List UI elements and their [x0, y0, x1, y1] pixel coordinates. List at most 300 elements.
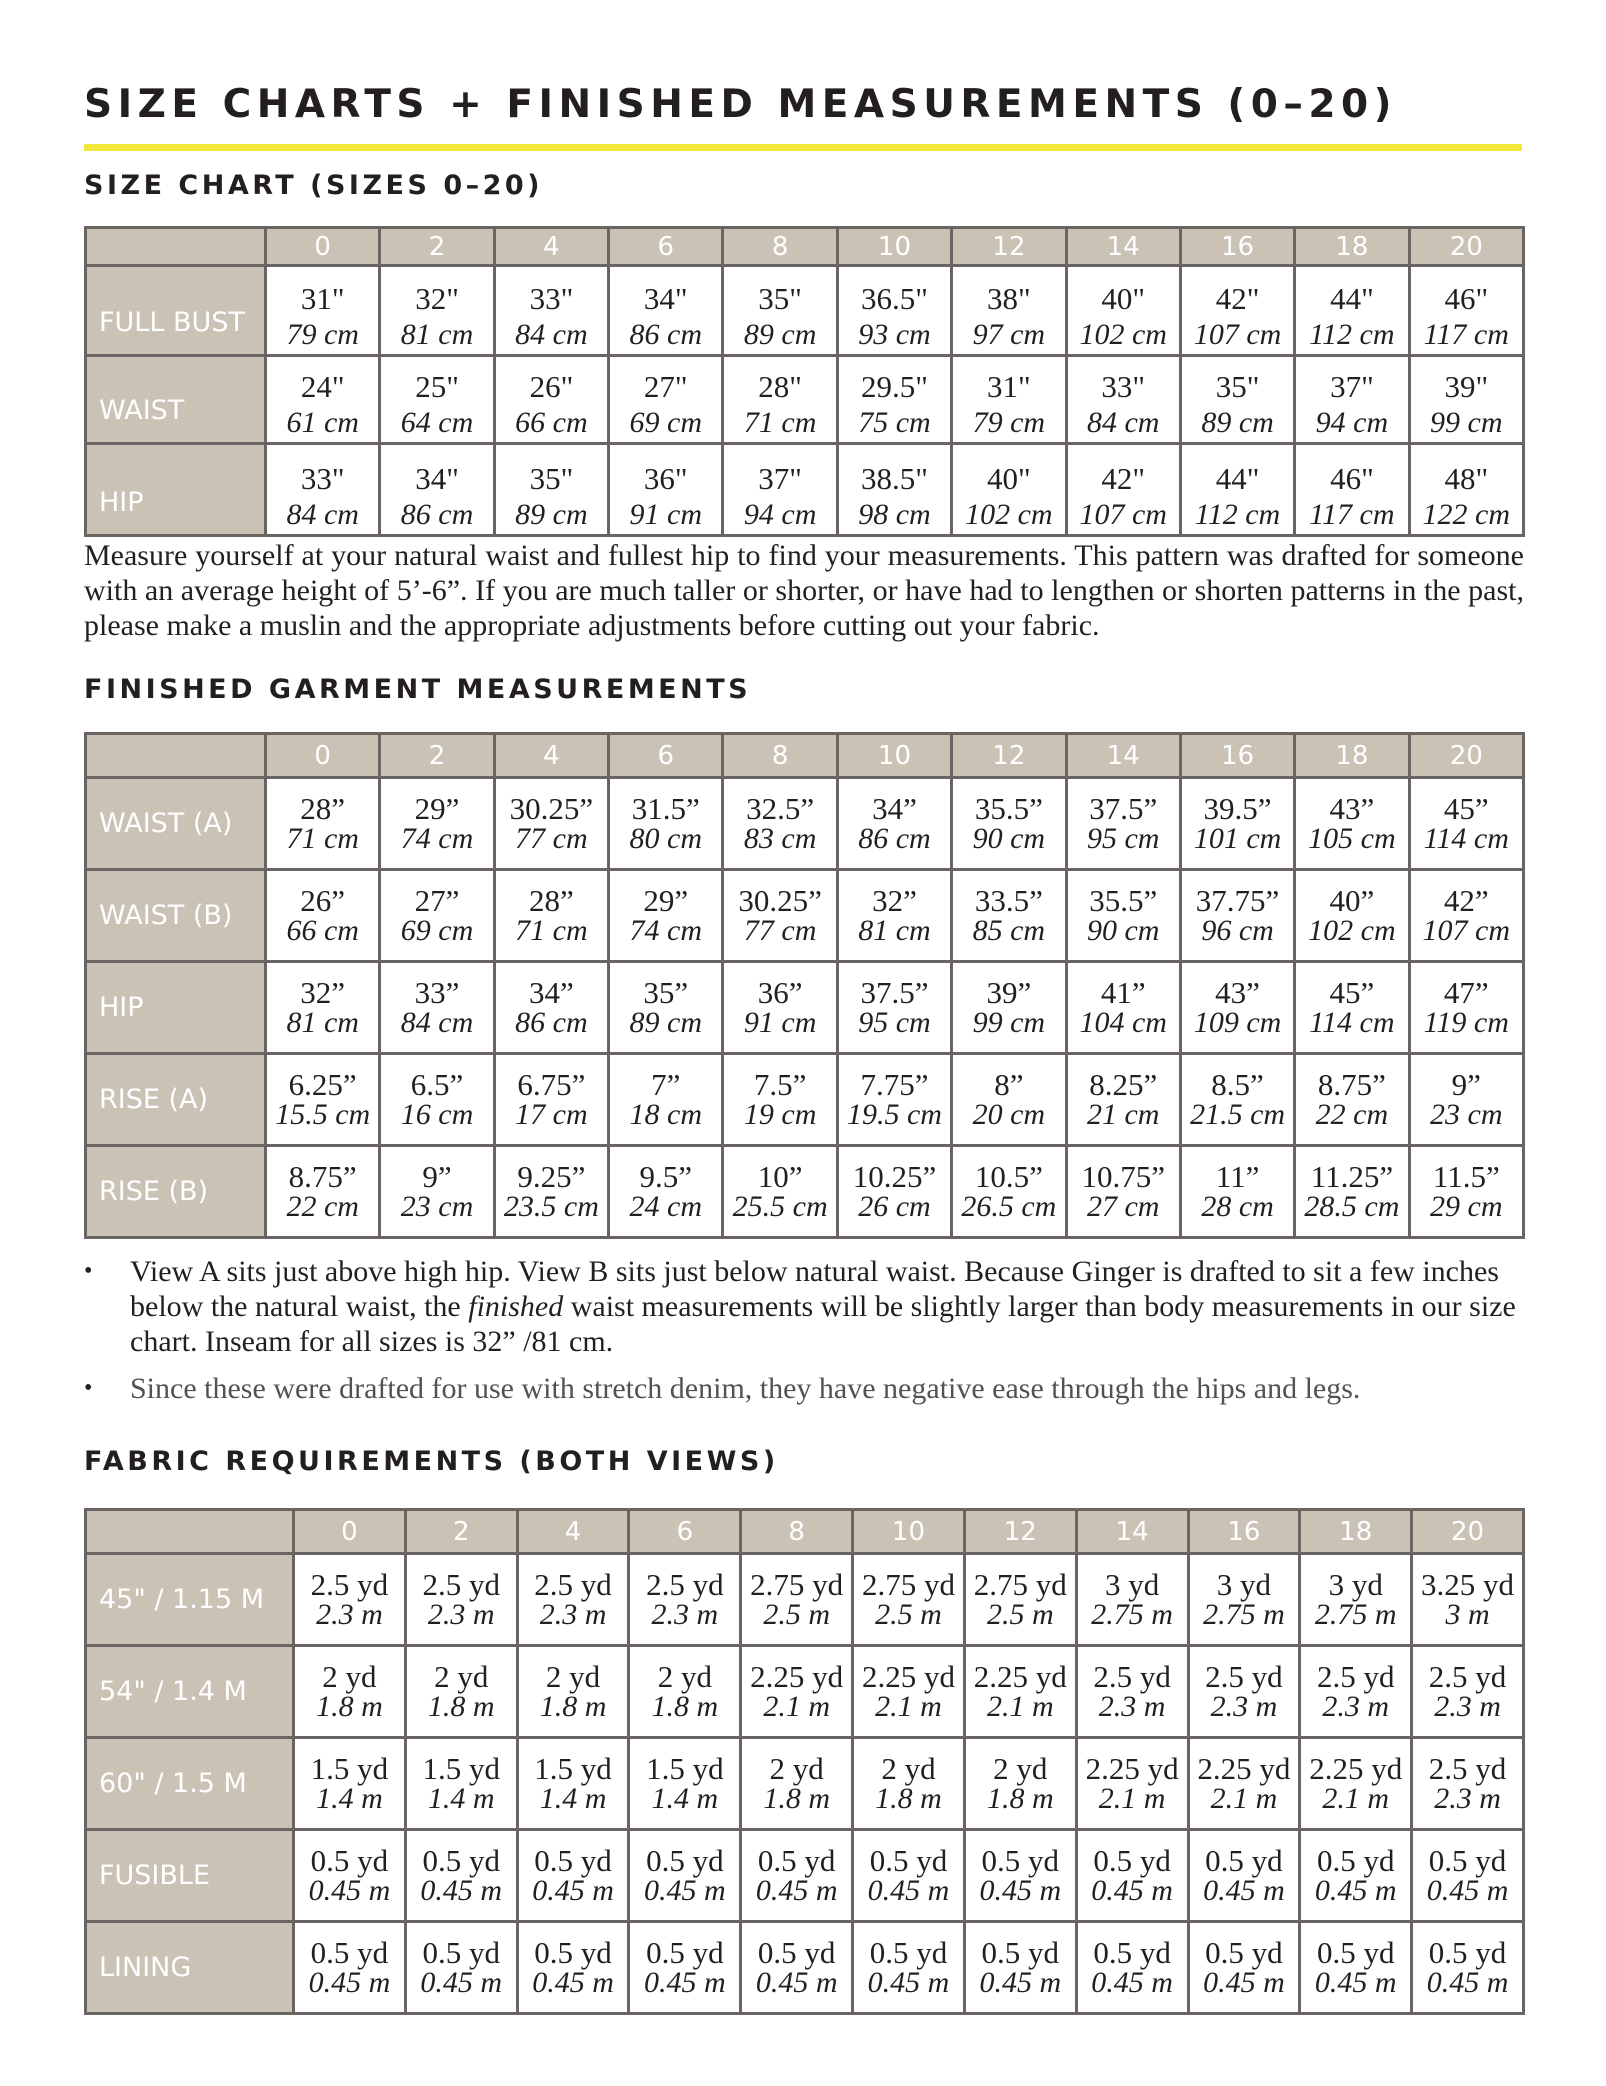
metric-value: 102 cm — [1079, 318, 1167, 351]
imperial-value: 26" — [529, 369, 574, 404]
table-row — [86, 1830, 1524, 1922]
metric-value: 97 cm — [972, 318, 1046, 351]
imperial-value: 36.5" — [861, 281, 928, 316]
measurement-cell — [837, 1054, 951, 1146]
measurement-cell — [853, 1922, 965, 2014]
metric-value: 19.5 cm — [846, 1098, 942, 1131]
measurement-cell — [494, 1054, 608, 1146]
note-text: Since these were drafted for use with stretch denim, they have negative ease through the hips and legs. — [130, 1372, 1361, 1405]
metric-value: 2.75 m — [1203, 1598, 1285, 1631]
measurement-cell — [741, 1554, 853, 1646]
imperial-value: 41” — [1100, 975, 1146, 1010]
imperial-value: 42" — [1101, 461, 1146, 496]
imperial-value: 27” — [414, 883, 460, 918]
imperial-value: 0.5 yd — [422, 1843, 500, 1878]
measurement-cell — [723, 1146, 837, 1238]
imperial-value: 45” — [1329, 975, 1375, 1010]
measurement-cell — [1300, 1738, 1412, 1830]
imperial-value: 30.25” — [738, 883, 822, 918]
measurement-cell — [1076, 1830, 1188, 1922]
metric-value: 0.45 m — [867, 1966, 950, 1999]
measurement-cell — [1180, 778, 1294, 870]
table-row — [86, 1922, 1524, 2014]
imperial-value: 25" — [415, 369, 459, 404]
imperial-value: 2.5 yd — [1316, 1659, 1395, 1694]
metric-value: 1.4 m — [427, 1782, 495, 1815]
size-header-row — [86, 734, 1524, 778]
measurement-cell — [741, 1646, 853, 1738]
measurement-cell — [1066, 356, 1180, 444]
metric-value: 117 cm — [1309, 498, 1395, 531]
metric-value: 102 cm — [1308, 914, 1396, 947]
metric-value: 95 cm — [858, 1006, 931, 1039]
measurement-cell — [1409, 870, 1523, 962]
metric-value: 107 cm — [1079, 498, 1167, 531]
imperial-value: 8.75” — [1317, 1067, 1386, 1102]
metric-value: 112 cm — [1194, 498, 1281, 531]
measurement-cell — [1412, 1646, 1524, 1738]
imperial-value: 45” — [1443, 791, 1489, 826]
measurement-cell — [1295, 1146, 1409, 1238]
measurement-cell — [609, 266, 723, 356]
metric-value: 28 cm — [1201, 1190, 1274, 1223]
size-header-cell: 16 — [1180, 734, 1294, 778]
imperial-value: 0.5 yd — [534, 1843, 612, 1878]
measurement-cell — [1409, 444, 1523, 536]
measurement-cell — [1295, 444, 1409, 536]
metric-value: 1.4 m — [316, 1782, 383, 1815]
measurement-cell — [1180, 870, 1294, 962]
metric-value: 26 cm — [858, 1190, 931, 1223]
measurement-cell — [266, 266, 380, 356]
size-chart-table — [84, 226, 1525, 537]
metric-value: 0.45 m — [644, 1874, 726, 1907]
measurement-cell — [837, 356, 951, 444]
measurement-cell — [609, 870, 723, 962]
metric-value: 1.4 m — [651, 1782, 719, 1815]
size-header-cell: 6 — [629, 1510, 741, 1554]
measurement-cell — [609, 1146, 723, 1238]
measurement-cell — [952, 962, 1066, 1054]
size-header-cell: 2 — [380, 228, 494, 266]
metric-value: 105 cm — [1308, 822, 1396, 855]
measurement-cell — [405, 1646, 517, 1738]
metric-value: 2.1 m — [875, 1690, 942, 1723]
size-header-cell: 8 — [723, 734, 837, 778]
metric-value: 26.5 cm — [961, 1190, 1057, 1223]
measurement-cell — [1076, 1554, 1188, 1646]
imperial-value: 0.5 yd — [534, 1935, 612, 1970]
metric-value: 71 cm — [286, 822, 359, 855]
measurement-cell — [964, 1830, 1076, 1922]
imperial-value: 34" — [643, 281, 688, 316]
metric-value: 102 cm — [965, 498, 1053, 531]
metric-value: 2.3 m — [651, 1598, 719, 1631]
imperial-value: 2.25 yd — [750, 1659, 844, 1694]
imperial-value: 31.5” — [631, 791, 700, 826]
row-label: RISE (B) — [86, 1146, 266, 1238]
metric-value: 109 cm — [1193, 1006, 1282, 1039]
metric-value: 23.5 cm — [503, 1190, 599, 1223]
metric-value: 79 cm — [972, 406, 1046, 439]
measurement-cell — [741, 1738, 853, 1830]
measurement-cell — [609, 444, 723, 536]
measurement-cell — [1180, 1054, 1294, 1146]
measurement-cell — [294, 1738, 406, 1830]
imperial-value: 2 yd — [993, 1751, 1048, 1786]
measurement-cell — [853, 1646, 965, 1738]
measurement-cell — [494, 444, 608, 536]
size-header-cell: 10 — [837, 734, 951, 778]
measurement-cell — [1412, 1554, 1524, 1646]
metric-value: 86 cm — [400, 498, 474, 531]
metric-value: 112 cm — [1309, 318, 1395, 351]
measurement-cell — [1409, 778, 1523, 870]
metric-value: 0.45 m — [532, 1966, 614, 1999]
size-header-cell: 12 — [952, 734, 1066, 778]
measurement-cell — [1409, 962, 1523, 1054]
row-label: LINING — [86, 1922, 294, 2014]
measurement-cell — [266, 1146, 380, 1238]
imperial-value: 43” — [1215, 975, 1260, 1010]
metric-value: 2.3 m — [1210, 1690, 1278, 1723]
imperial-value: 11.5” — [1432, 1159, 1500, 1194]
size-header-cell: 8 — [741, 1510, 853, 1554]
row-label: WAIST — [86, 356, 266, 444]
metric-value: 2.5 m — [763, 1598, 830, 1631]
measurement-cell — [964, 1554, 1076, 1646]
imperial-value: 39” — [986, 975, 1032, 1010]
metric-value: 0.45 m — [1203, 1966, 1285, 1999]
metric-value: 98 cm — [858, 498, 931, 531]
measurement-cell — [1412, 1922, 1524, 2014]
imperial-value: 40" — [987, 461, 1031, 496]
table-row — [86, 356, 1524, 444]
measurement-cell — [1188, 1922, 1300, 2014]
metric-value: 81 cm — [858, 914, 931, 947]
metric-value: 0.45 m — [979, 1874, 1062, 1907]
metric-value: 27 cm — [1086, 1190, 1160, 1223]
measurement-cell — [1066, 870, 1180, 962]
imperial-value: 0.5 yd — [1205, 1935, 1283, 1970]
table-row — [86, 266, 1524, 356]
metric-value: 64 cm — [400, 406, 474, 439]
imperial-value: 44" — [1330, 281, 1374, 316]
imperial-value: 0.5 yd — [310, 1843, 389, 1878]
metric-value: 18 cm — [629, 1098, 702, 1131]
metric-value: 89 cm — [629, 1006, 702, 1039]
imperial-value: 30.25” — [509, 791, 594, 826]
measurement-cell — [1066, 266, 1180, 356]
bullet-marker: • — [84, 1258, 93, 1284]
metric-value: 0.45 m — [1091, 1966, 1173, 1999]
imperial-value: 32” — [300, 975, 346, 1010]
metric-value: 99 cm — [972, 1006, 1046, 1039]
measurement-cell — [609, 778, 723, 870]
size-chart-heading: SIZE CHART (SIZES 0–20) — [84, 170, 544, 201]
measurement-cell — [629, 1646, 741, 1738]
metric-value: 2.3 m — [1098, 1690, 1166, 1723]
imperial-value: 29” — [414, 791, 460, 826]
metric-value: 81 cm — [400, 318, 474, 351]
metric-value: 2.3 m — [1322, 1690, 1390, 1723]
imperial-value: 35" — [758, 281, 802, 316]
size-header-cell: 6 — [609, 734, 723, 778]
measurement-cell — [1409, 1054, 1523, 1146]
fabric-requirements-table — [84, 1508, 1525, 2015]
metric-value: 99 cm — [1430, 406, 1503, 439]
metric-value: 2.3 m — [427, 1598, 495, 1631]
imperial-value: 0.5 yd — [981, 1843, 1060, 1878]
metric-value: 1.8 m — [986, 1782, 1054, 1815]
measurement-cell — [494, 962, 608, 1054]
metric-value: 91 cm — [743, 1006, 817, 1039]
metric-value: 3 m — [1445, 1598, 1490, 1631]
metric-value: 21.5 cm — [1190, 1098, 1286, 1131]
metric-value: 2.3 m — [1434, 1690, 1501, 1723]
measurement-cell — [1076, 1738, 1188, 1830]
metric-value: 71 cm — [743, 406, 817, 439]
metric-value: 28.5 cm — [1304, 1190, 1400, 1223]
metric-value: 2.3 m — [539, 1598, 607, 1631]
measurement-cell — [952, 1146, 1066, 1238]
metric-value: 2.1 m — [1322, 1782, 1390, 1815]
list-item — [84, 1254, 1524, 1359]
measurement-cell — [405, 1738, 517, 1830]
imperial-value: 2.5 yd — [646, 1567, 724, 1602]
measurement-cell — [1295, 870, 1409, 962]
imperial-value: 37.5” — [1089, 791, 1158, 826]
metric-value: 2.5 m — [986, 1598, 1054, 1631]
measurement-cell — [380, 266, 494, 356]
measurement-cell — [837, 1146, 951, 1238]
measurement-cell — [629, 1830, 741, 1922]
measurement-cell — [494, 778, 608, 870]
imperial-value: 0.5 yd — [1093, 1843, 1171, 1878]
measurement-cell — [853, 1830, 965, 1922]
imperial-value: 2.75 yd — [750, 1567, 844, 1602]
metric-value: 84 cm — [400, 1006, 474, 1039]
imperial-value: 2.5 yd — [534, 1567, 612, 1602]
measurement-cell — [494, 266, 608, 356]
measurement-cell — [1180, 1146, 1294, 1238]
measurement-cell — [266, 356, 380, 444]
measurement-cell — [609, 1054, 723, 1146]
measurement-cell — [1066, 778, 1180, 870]
measurement-cell — [723, 444, 837, 536]
metric-value: 0.45 m — [867, 1874, 950, 1907]
row-label: HIP — [86, 444, 266, 536]
size-header-cell: 20 — [1412, 1510, 1524, 1554]
measurement-cell — [952, 1054, 1066, 1146]
imperial-value: 11” — [1215, 1159, 1260, 1194]
measurement-cell — [853, 1554, 965, 1646]
imperial-value: 35" — [1215, 369, 1260, 404]
metric-value: 0.45 m — [308, 1966, 391, 1999]
imperial-value: 48" — [1444, 461, 1489, 496]
metric-value: 17 cm — [515, 1098, 588, 1131]
corner-cell — [86, 1510, 294, 1554]
metric-value: 89 cm — [743, 318, 817, 351]
measurement-cell — [723, 778, 837, 870]
metric-value: 0.45 m — [755, 1966, 838, 1999]
measurement-cell — [405, 1554, 517, 1646]
imperial-value: 0.5 yd — [310, 1935, 389, 1970]
measurement-cell — [266, 870, 380, 962]
size-chart-note: Measure yourself at your natural waist and fullest hip to find your measurements. This pattern was drafted for someone with an average height of 5’-6”. If you are much taller or shorter, or have had to lengthen or shorten patterns in the past, please make a muslin and the appropriate adjustments before cutting out your fabric. — [84, 539, 1524, 642]
measurement-cell — [609, 356, 723, 444]
imperial-value: 29” — [643, 883, 689, 918]
imperial-value: 33" — [529, 281, 574, 316]
measurement-cell — [380, 870, 494, 962]
measurement-cell — [1066, 962, 1180, 1054]
metric-value: 74 cm — [400, 822, 474, 855]
measurement-cell — [1188, 1554, 1300, 1646]
imperial-value: 0.5 yd — [1428, 1935, 1507, 1970]
imperial-value: 42" — [1215, 281, 1260, 316]
measurement-cell — [266, 962, 380, 1054]
table-row — [86, 870, 1524, 962]
table-row — [86, 444, 1524, 536]
imperial-value: 2 yd — [322, 1659, 377, 1694]
size-header-cell: 20 — [1409, 734, 1523, 778]
page-title: SIZE CHARTS + FINISHED MEASUREMENTS (0–20) — [84, 82, 1397, 127]
metric-value: 101 cm — [1193, 822, 1282, 855]
size-header-cell: 18 — [1295, 734, 1409, 778]
metric-value: 66 cm — [515, 406, 588, 439]
size-header-cell: 6 — [609, 228, 723, 266]
imperial-value: 28” — [300, 791, 346, 826]
measurement-cell — [964, 1738, 1076, 1830]
metric-value: 90 cm — [1086, 914, 1160, 947]
metric-value: 77 cm — [743, 914, 817, 947]
finished-measurements-heading: FINISHED GARMENT MEASUREMENTS — [84, 674, 752, 705]
imperial-value: 0.5 yd — [1205, 1843, 1283, 1878]
imperial-value: 31" — [300, 281, 345, 316]
imperial-value: 2.75 yd — [861, 1567, 955, 1602]
imperial-value: 9.25” — [517, 1159, 586, 1194]
metric-value: 85 cm — [972, 914, 1046, 947]
size-header-cell: 18 — [1295, 228, 1409, 266]
metric-value: 20 cm — [972, 1098, 1046, 1131]
imperial-value: 2.25 yd — [1197, 1751, 1291, 1786]
measurement-cell — [837, 870, 951, 962]
metric-value: 0.45 m — [308, 1874, 391, 1907]
metric-value: 86 cm — [515, 1006, 588, 1039]
imperial-value: 2.5 yd — [1093, 1659, 1171, 1694]
metric-value: 2.75 m — [1314, 1598, 1397, 1631]
imperial-value: 31" — [987, 369, 1031, 404]
imperial-value: 33.5” — [974, 883, 1043, 918]
imperial-value: 36” — [757, 975, 803, 1010]
imperial-value: 34” — [872, 791, 917, 826]
metric-value: 86 cm — [629, 318, 702, 351]
table-row — [86, 1554, 1524, 1646]
imperial-value: 0.5 yd — [1428, 1843, 1507, 1878]
imperial-value: 39.5” — [1203, 791, 1272, 826]
measurement-cell — [517, 1830, 629, 1922]
measurement-cell — [294, 1554, 406, 1646]
measurement-cell — [952, 444, 1066, 536]
imperial-value: 10” — [757, 1159, 803, 1194]
measurement-cell — [723, 356, 837, 444]
metric-value: 80 cm — [629, 822, 702, 855]
imperial-value: 0.5 yd — [869, 1843, 948, 1878]
metric-value: 16 cm — [400, 1098, 474, 1131]
metric-value: 89 cm — [515, 498, 588, 531]
size-header-cell: 16 — [1188, 1510, 1300, 1554]
table-row — [86, 962, 1524, 1054]
metric-value: 83 cm — [743, 822, 817, 855]
measurement-cell — [380, 962, 494, 1054]
size-header-cell: 18 — [1300, 1510, 1412, 1554]
metric-value: 2.5 m — [875, 1598, 942, 1631]
metric-value: 1.8 m — [316, 1690, 383, 1723]
metric-value: 2.1 m — [986, 1690, 1054, 1723]
measurement-cell — [837, 444, 951, 536]
imperial-value: 28" — [758, 369, 802, 404]
metric-value: 0.45 m — [1091, 1874, 1173, 1907]
metric-value: 122 cm — [1422, 498, 1511, 531]
imperial-value: 2.5 yd — [1205, 1659, 1283, 1694]
imperial-value: 1.5 yd — [534, 1751, 612, 1786]
imperial-value: 1.5 yd — [646, 1751, 724, 1786]
metric-value: 74 cm — [629, 914, 702, 947]
metric-value: 114 cm — [1309, 1006, 1395, 1039]
measurement-cell — [494, 1146, 608, 1238]
imperial-value: 37" — [1330, 369, 1374, 404]
measurement-cell — [1300, 1830, 1412, 1922]
imperial-value: 33” — [414, 975, 460, 1010]
imperial-value: 32” — [872, 883, 917, 918]
imperial-value: 2 yd — [434, 1659, 489, 1694]
metric-value: 119 cm — [1423, 1006, 1509, 1039]
measurement-cell — [380, 1146, 494, 1238]
imperial-value: 8.75” — [288, 1159, 357, 1194]
metric-value: 0.45 m — [532, 1874, 614, 1907]
measurement-cell — [266, 444, 380, 536]
imperial-value: 8” — [994, 1067, 1024, 1102]
metric-value: 0.45 m — [1314, 1874, 1397, 1907]
size-header-cell: 10 — [837, 228, 951, 266]
measurement-cell — [837, 778, 951, 870]
measurement-cell — [952, 266, 1066, 356]
table-row — [86, 778, 1524, 870]
imperial-value: 43” — [1329, 791, 1375, 826]
imperial-value: 0.5 yd — [422, 1935, 500, 1970]
corner-cell — [86, 734, 266, 778]
metric-value: 95 cm — [1086, 822, 1160, 855]
metric-value: 107 cm — [1193, 318, 1282, 351]
size-header-cell: 10 — [853, 1510, 965, 1554]
imperial-value: 2.5 yd — [1428, 1751, 1507, 1786]
imperial-value: 2.5 yd — [310, 1567, 389, 1602]
size-header-cell: 0 — [294, 1510, 406, 1554]
measurement-cell — [1412, 1830, 1524, 1922]
metric-value: 1.8 m — [651, 1690, 719, 1723]
note-text-part: waist measurements will be slightly larger than body measurements in our size chart. Inseam for all sizes is 32” /81 cm. — [130, 1290, 1516, 1358]
measurement-cell — [629, 1554, 741, 1646]
measurement-cell — [723, 870, 837, 962]
imperial-value: 33" — [1101, 369, 1146, 404]
size-header-cell: 4 — [494, 734, 608, 778]
metric-value: 19 cm — [743, 1098, 817, 1131]
measurement-cell — [1180, 356, 1294, 444]
metric-value: 0.45 m — [1203, 1874, 1285, 1907]
table-row — [86, 1146, 1524, 1238]
metric-value: 1.8 m — [539, 1690, 607, 1723]
imperial-value: 7” — [651, 1067, 681, 1102]
